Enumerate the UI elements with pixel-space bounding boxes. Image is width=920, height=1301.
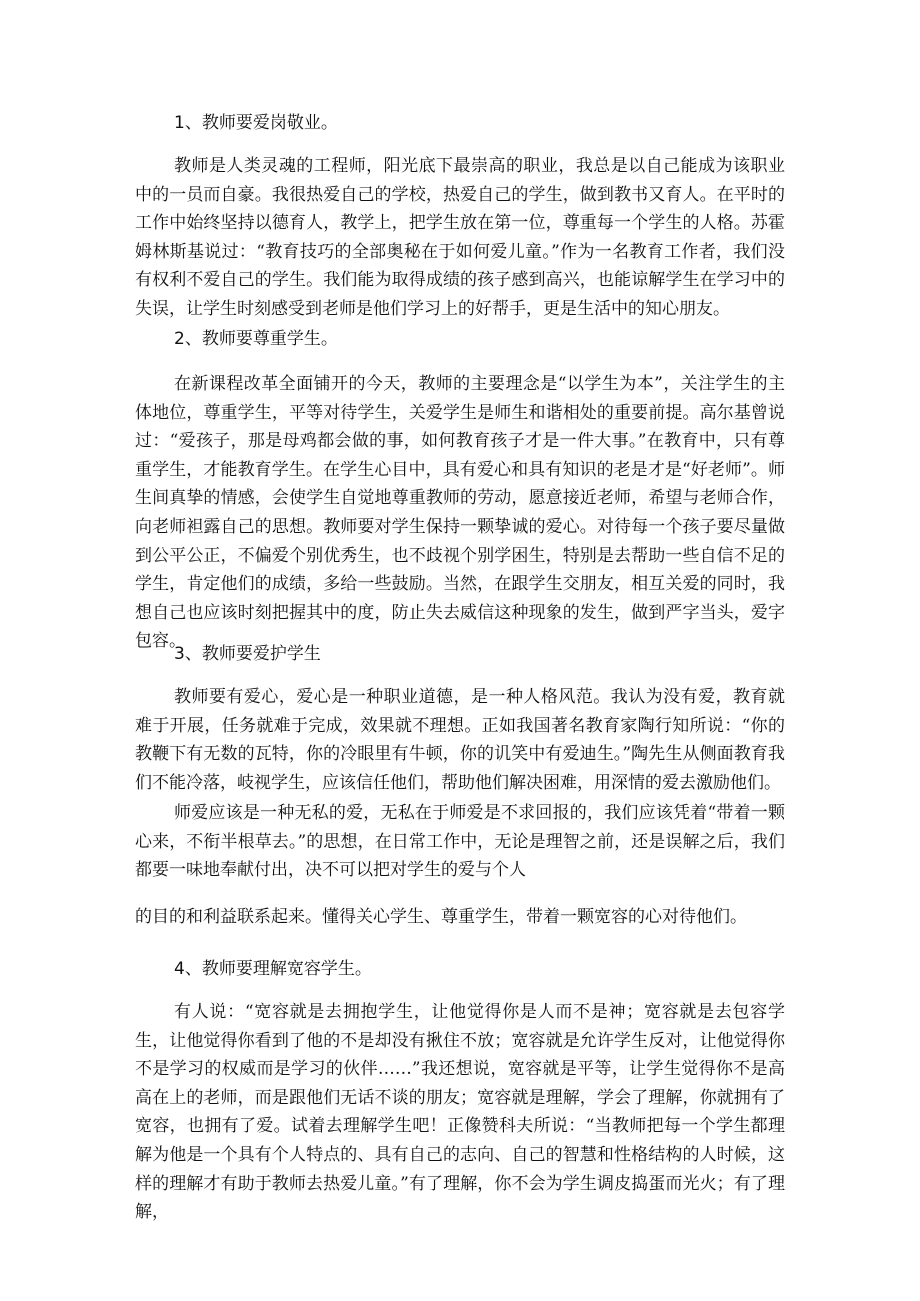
section-2-paragraph-1: 在新课程改革全面铺开的今天，教师的主要理念是“以学生为本”，关注学生的主体地位，尊重学生，平等对待学生，关爱学生是师生和谐相处的重要前提。高尔基曾说过：“爱孩子，那是母鸡都会做的事，如何教育孩子才是一件大事。”在教育中，只有尊重学生，才能教育学生。在学生心目中，具有爱心和具有知识的老是才是“好老师”。师生间真挚的情感，会使学生自觉地尊重教师的劳动，愿意接近老师，希望与老师合作，向老师袒露自己的思想。教师要对学生保持一颗挚诚的爱心。对待每一个孩子要尽量做到公平公正，不偏爱个别优秀生，也不歧视个别学困生，特别是去帮助一些自信不足的学生，肯定他们的成绩，多给一些鼓励。当然，在跟学生交朋友，相互关爱的同时，我想自己也应该时刻把握其中的度，防止失去威信这种现象的发生，做到严字当头，爱字包容。 — [135, 374, 785, 652]
section-3-paragraph-3: 的目的和利益联系起来。懂得关心学生、尊重学生，带着一颗宽容的心对待他们。 — [135, 907, 747, 927]
section-1-paragraph-1: 教师是人类灵魂的工程师，阳光底下最崇高的职业，我总是以自己能成为该职业中的一员而自豪。我很热爱自己的学校，热爱自己的学生，做到教书又育人。在平时的工作中始终坚持以德育人，教学上，把学生放在第一位，尊重每一个学生的人格。苏霍姆林斯基说过：“教育技巧的全部奥秘在于如何爱儿童。”作为一名教育工作者，我们没有权利不爱自己的学生。我们能为取得成绩的孩子感到高兴，也能谅解学生在学习中的失误，让学生时刻感受到老师是他们学习上的好帮手，更是生活中的知心朋友。 — [135, 156, 785, 319]
section-3-paragraph-1: 教师要有爱心，爱心是一种职业道德，是一种人格风范。我认为没有爱，教育就难于开展，任务就难于完成，效果就不理想。正如我国著名教育家陶行知所说：“你的教鞭下有无数的瓦特，你的冷眼里有牛顿，你的讥笑中有爱迪生。”陶先生从侧面教育我们不能冷落，岐视学生，应该信任他们，帮助他们解决困难，用深情的爱去激励他们。 — [135, 687, 785, 793]
section-4-heading: 4、教师要理解宽容学生。 — [174, 959, 372, 979]
section-2-heading: 2、教师要尊重学生。 — [174, 329, 338, 349]
section-4-paragraph-1: 有人说：“宽容就是去拥抱学生，让他觉得你是人而不是神；宽容就是去包容学生，让他觉得你看到了他的不是却没有揪住不放；宽容就是允许学生反对，让他觉得你不是学习的权威而是学习的伙伴……”我还想说，宽容就是平等，让学生觉得你不是高高在上的老师，而是跟他们无话不谈的朋友；宽容就是理解，学会了理解，你就拥有了宽容，也拥有了爱。试着去理解学生吧！正像赞科夫所说：“当教师把每一个学生都理解为他是一个具有个人特点的、具有自己的志向、自己的智慧和性格结构的人时候，这样的理解才有助于教师去热爱儿童。”有了理解，你不会为学生调皮捣蛋而光火；有了理解， — [135, 1002, 785, 1223]
section-3-heading: 3、教师要爱护学生 — [174, 644, 321, 664]
section-3-paragraph-2: 师爱应该是一种无私的爱，无私在于师爱是不求回报的，我们应该凭着“带着一颗心来，不衔半根草去。”的思想，在日常工作中，无论是理智之前，还是误解之后，我们都要一味地奉献付出，决不可以把对学生的爱与个人 — [135, 803, 785, 881]
section-1-heading: 1、教师要爱岗敬业。 — [174, 113, 338, 133]
